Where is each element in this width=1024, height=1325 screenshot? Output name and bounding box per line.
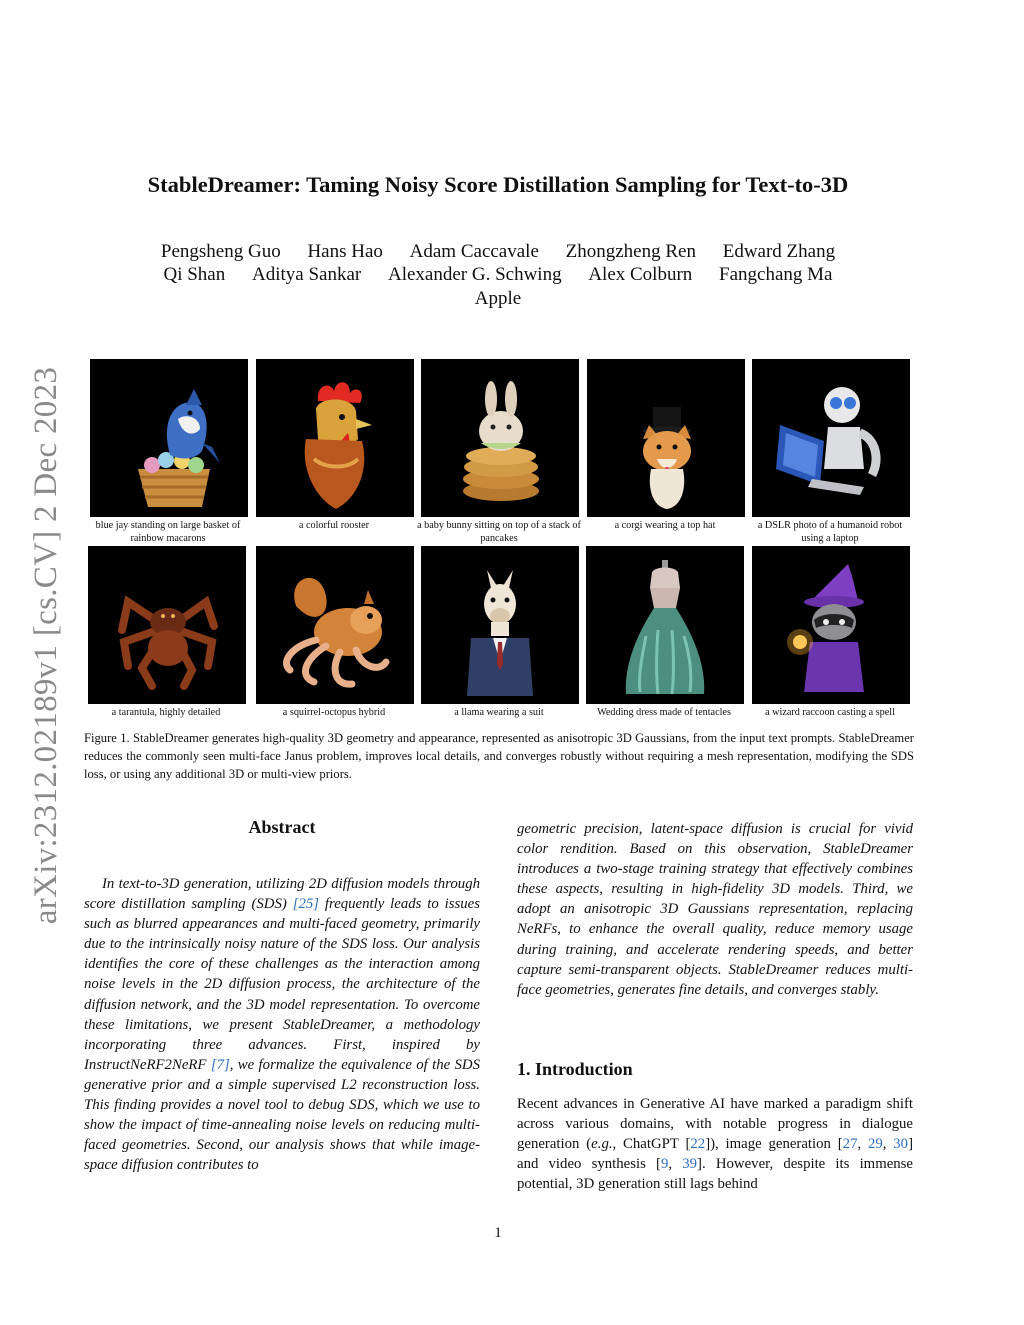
panel-caption: a tarantula, highly detailed — [111, 707, 221, 718]
panel-caption: a corgi wearing a top hat — [614, 520, 716, 531]
citation-link[interactable]: [25] — [292, 896, 320, 913]
author-name: Aditya Sankar — [251, 264, 362, 285]
author-name: Edward Zhang — [722, 241, 836, 262]
figure-panel-wedding-dress — [586, 546, 744, 704]
figure-panel-squirrel-octopus — [256, 546, 414, 704]
abstract-text: In text-to-3D generation, utilizing 2D diffusion models through score distillation sampling (SDS) [25] frequently leads to issues such as blurred appearances and multi-faced geometry, primarily due to the intrinsically noisy nature of the SDS loss. Our analysis identifies the core of these challenges as the interaction among noise levels in the 2D diffusion process, the architecture of the diffusion network, and the 3D model representation. To overcome these limitations, we present StableDreamer, a methodology incorporating three advances. First, inspired by InstructNeRF2NeRF [7], we formalize the equivalence of the SDS generative prior and a simple supervised L2 reconstruction loss. This finding provides a novel tool to debug SDS, which we use to show the impact of time-annealing noise levels on reducing multi-faced geometries. Second, our analysis shows that while image-space diffusion contributes to — [84, 876, 480, 1174]
abstract-heading: Abstract — [248, 817, 316, 837]
page-number: 1 — [494, 1225, 502, 1241]
introduction-text: Recent advances in Generative AI have marked a paradigm shift across various domains, with notable progress in dialogue generation (e.g., ChatGPT [22]), image generation [27, 29, 30] and video synthesis [9, 39]. However, despite its immense potential, 3D generation still lags behind — [517, 1096, 913, 1193]
citation-link[interactable]: 9 — [660, 1156, 669, 1173]
author-list-row-2 — [0, 264, 996, 286]
figure-panel-llama — [421, 546, 579, 704]
panel-caption: Wedding dress made of tentacles — [597, 707, 731, 718]
citation-link[interactable]: 27 — [842, 1136, 858, 1153]
figure-panel-wizard-raccoon — [752, 546, 910, 704]
figure-panel-blue-jay — [90, 359, 248, 517]
panel-caption: a llama wearing a suit — [454, 707, 544, 718]
figure-caption: Figure 1. StableDreamer generates high-quality 3D geometry and appearance, represented as anisotropic 3D Gaussians, from the input text prompts. StableDreamer reduces the commonly seen multi-face Janus problem, improves local details, and converges robustly without requiring a mesh representation, modifying the SDS loss, or using any additional 3D or multi-view priors. — [84, 731, 914, 782]
citation-link[interactable]: 22 — [690, 1136, 706, 1153]
figure-panel-tarantula — [88, 546, 246, 704]
author-name: Alex Colburn — [588, 264, 693, 285]
arxiv-stamp-text: arXiv:2312.02189v1 [cs.CV] 2 Dec 2023 — [28, 366, 65, 924]
introduction-heading: 1. Introduction — [517, 1059, 633, 1079]
author-name: Fangchang Ma — [719, 264, 833, 285]
author-name: Qi Shan — [163, 264, 226, 285]
affiliation: Apple — [474, 288, 522, 309]
figure-panel-rooster — [256, 359, 414, 517]
panel-caption: a colorful rooster — [298, 520, 370, 531]
panel-caption: a wizard raccoon casting a spell — [765, 707, 895, 718]
author-name: Zhongzheng Ren — [565, 241, 696, 262]
citation-link[interactable]: 39 — [682, 1156, 698, 1173]
author-name: Alexander G. Schwing — [387, 264, 562, 285]
figure-panel-robot — [752, 359, 910, 517]
author-list-row-1 — [0, 241, 996, 263]
figure-panel-corgi — [587, 359, 745, 517]
panel-caption: a squirrel-octopus hybrid — [282, 707, 386, 718]
citation-link[interactable]: 29 — [867, 1136, 883, 1153]
citation-link[interactable]: [7] — [210, 1056, 230, 1073]
figure-panel-bunny — [421, 359, 579, 517]
panel-caption: a baby bunny sitting on top of a stack of pancakes — [417, 520, 581, 544]
paper-title: StableDreamer: Taming Noisy Score Distillation Sampling for Text-to-3D — [147, 172, 849, 197]
author-name: Pengsheng Guo — [160, 241, 281, 262]
citation-link[interactable]: 30 — [893, 1136, 909, 1153]
panel-caption: blue jay standing on large basket of rainbow macarons — [95, 520, 241, 544]
arxiv-side-stamp — [22, 360, 72, 930]
author-name: Adam Caccavale — [409, 241, 539, 262]
panel-caption: a DSLR photo of a humanoid robot using a laptop — [757, 520, 903, 544]
abstract-text-continued: geometric precision, latent-space diffusion is crucial for vivid color rendition. Based on this observation, StableDreamer introduces a two-stage training strategy that effectively combines these aspects, resulting in high-fidelity 3D models. Third, we adopt an anisotropic 3D Gaussians representation, replacing NeRFs, to enhance the overall quality, reduce memory usage during training, and accelerate rendering speeds, and better capture semi-transparent objects. StableDreamer reduces multi-face geometries, generates fine details, and converges stably. — [517, 821, 913, 998]
author-name: Hans Hao — [307, 241, 383, 262]
